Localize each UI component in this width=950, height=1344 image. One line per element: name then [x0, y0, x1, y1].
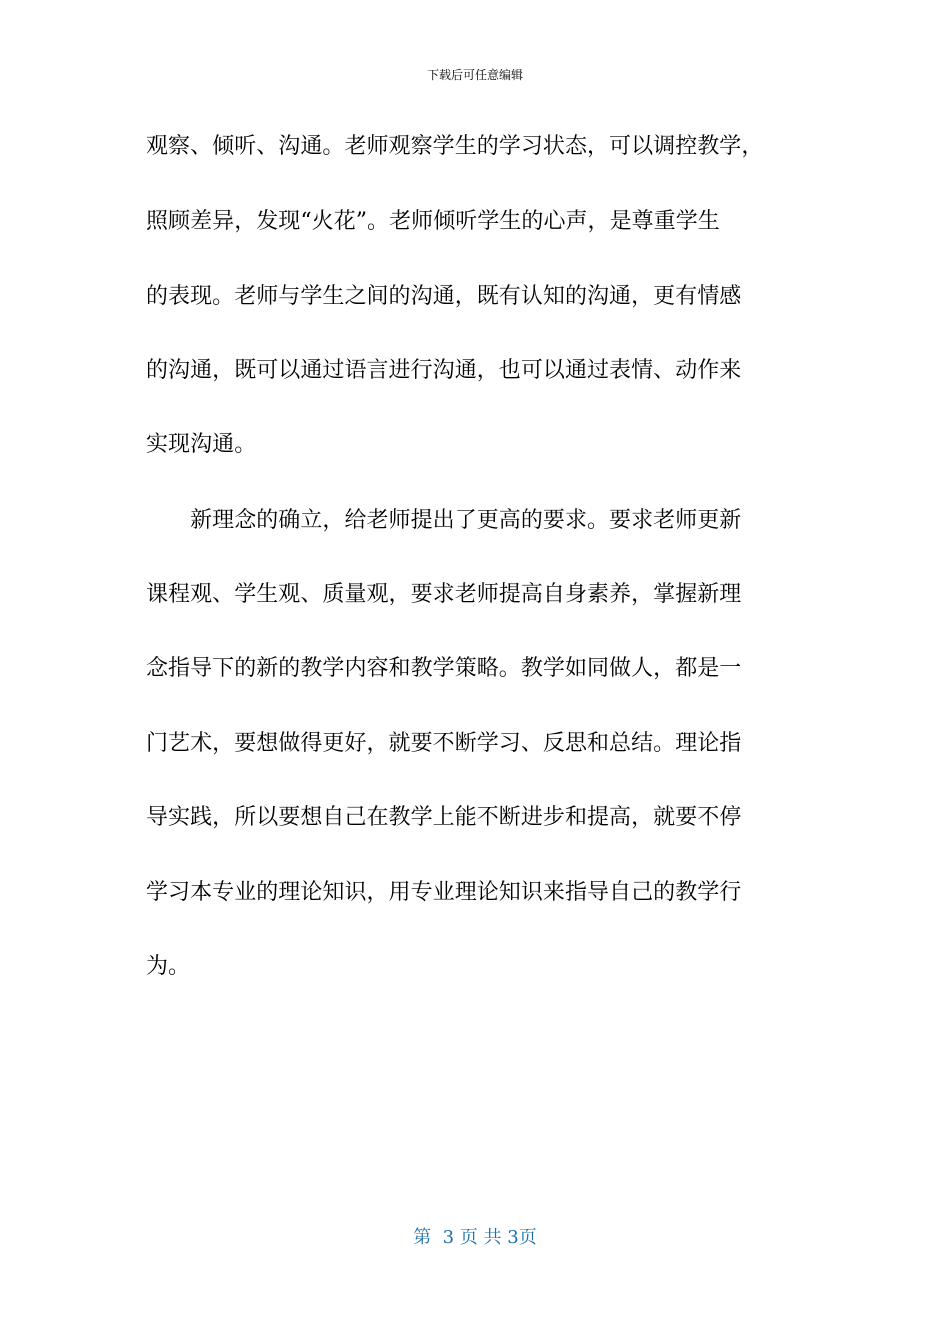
text-line: 观察、倾听、沟通。老师观察学生的学习状态，可以调控教学，	[146, 134, 764, 159]
text-line: 导实践，所以要想自己在教学上能不断进步和提高，就要不停	[146, 805, 742, 830]
text-line: 照顾差异，发现“火花”。老师倾听学生的心声，是尊重学生	[146, 209, 720, 234]
page-footer: 第 3 页 共 3页	[413, 1227, 537, 1248]
page-header: 下载后可任意编辑	[426, 68, 523, 82]
text-line: 实现沟通。	[146, 432, 257, 457]
text-line: 为。	[146, 954, 191, 979]
text-line: 学习本专业的理论知识，用专业理论知识来指导自己的教学行	[146, 880, 742, 905]
text-line: 的表现。老师与学生之间的沟通，既有认知的沟通，更有情感	[146, 284, 742, 309]
text-line: 念指导下的新的教学内容和教学策略。教学如同做人，都是一	[146, 656, 742, 681]
text-line: 新理念的确立，给老师提出了更高的要求。要求老师更新	[146, 508, 742, 533]
text-line: 的沟通，既可以通过语言进行沟通，也可以通过表情、动作来	[146, 358, 742, 383]
text-line: 门艺术，要想做得更好，就要不断学习、反思和总结。理论指	[146, 731, 742, 756]
text-line: 课程观、学生观、质量观，要求老师提高自身素养，掌握新理	[146, 582, 742, 607]
